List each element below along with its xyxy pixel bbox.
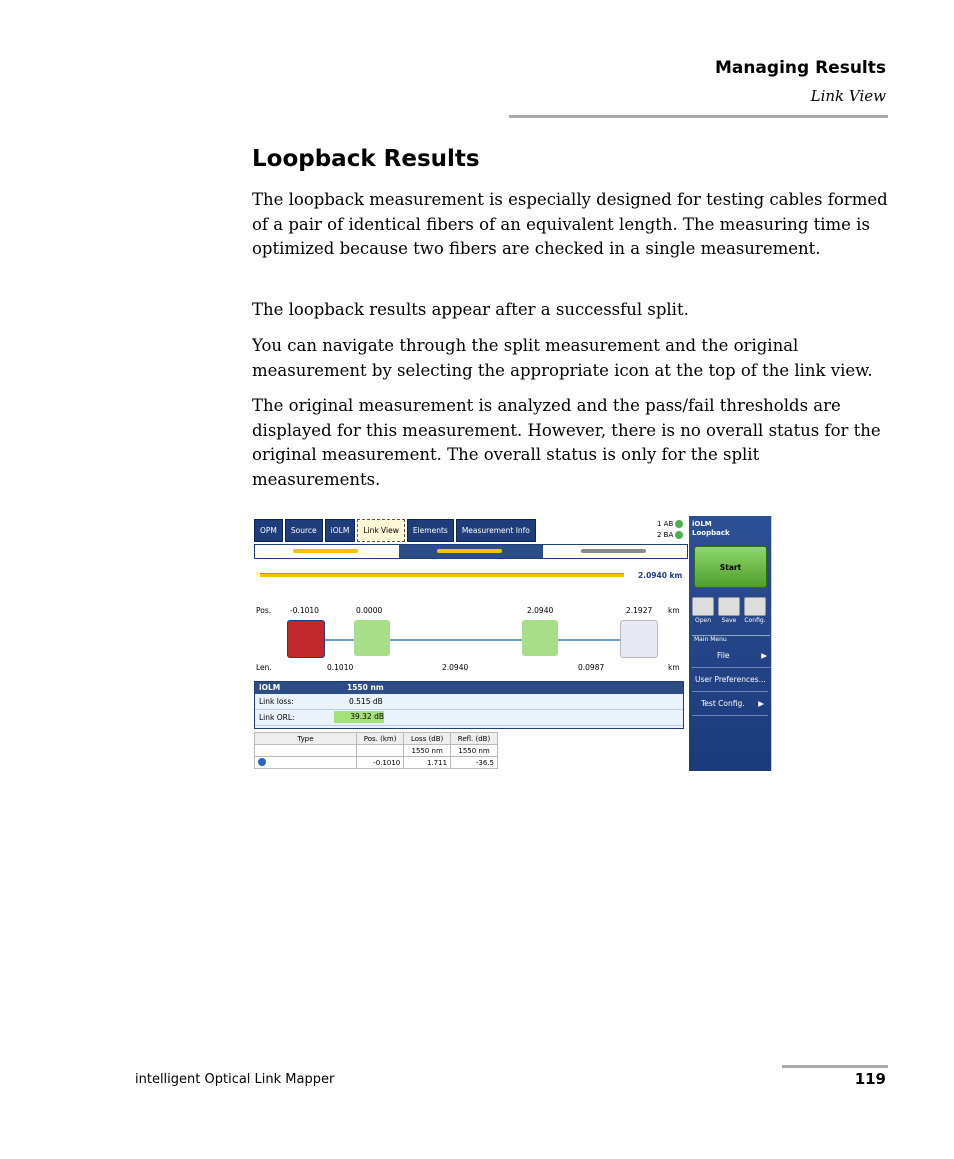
link-loss-value: 0.515 dB xyxy=(349,697,383,706)
link-orl-row xyxy=(255,710,683,726)
split-ba-button[interactable] xyxy=(543,545,687,558)
event-type-cell xyxy=(255,757,357,769)
len-unit: km xyxy=(668,663,680,672)
page-heading: Loopback Results xyxy=(252,146,480,172)
receive-element[interactable] xyxy=(620,620,658,658)
link-line xyxy=(292,639,656,641)
main-menu-title: Main Menu xyxy=(692,635,770,643)
footer-rule xyxy=(782,1065,888,1068)
start-button[interactable]: Start xyxy=(694,546,767,588)
header-rule xyxy=(509,115,888,118)
info-icon xyxy=(258,758,266,766)
results-name: iOLM xyxy=(259,683,281,692)
link-orl-label: Link ORL: xyxy=(259,713,295,722)
save-button[interactable]: Save xyxy=(718,597,740,625)
event-refl: -36.5 xyxy=(451,757,498,769)
pos-label: Pos. xyxy=(256,606,272,615)
menu-item-file[interactable]: File ▶ xyxy=(692,644,771,668)
paragraph-1: The loopback measurement is especially designed for testing cables formed of a pair of identical fibers of an equivalent length. The measuring time is optimized because two fibers are checked in a single measurement. xyxy=(252,190,888,258)
event-loss: 1.711 xyxy=(404,757,451,769)
config-button[interactable]: Config. xyxy=(744,597,766,625)
position-value: -0.1010 xyxy=(290,606,319,615)
col-refl-unit: 1550 nm xyxy=(451,745,498,757)
fiber-1-label: 1 AB xyxy=(657,520,674,528)
section-title: Link View xyxy=(810,87,886,105)
fiber-2-label: 2 BA xyxy=(657,531,674,539)
chevron-right-icon: ▶ xyxy=(758,699,764,708)
chapter-title: Managing Results xyxy=(714,58,886,78)
table-row[interactable] xyxy=(255,757,498,769)
length-value: 2.0940 xyxy=(442,663,469,672)
paragraph-2: The loopback results appear after a successful split. xyxy=(252,300,689,319)
link-loss-row xyxy=(255,694,683,710)
sidebar xyxy=(689,516,771,771)
tab-opm[interactable]: OPM xyxy=(254,519,283,542)
pass-icon xyxy=(675,520,683,528)
menu-item-user-preferences[interactable]: User Preferences... xyxy=(692,668,768,692)
footer-title: intelligent Optical Link Mapper xyxy=(135,1072,335,1087)
results-table xyxy=(254,681,684,729)
position-value: 2.0940 xyxy=(527,606,554,615)
col-pos: Pos. (km) xyxy=(357,733,404,745)
axis-length: 2.0940 km xyxy=(638,571,683,580)
app-mode: Loopback xyxy=(692,529,730,537)
tab-bar xyxy=(254,519,536,540)
pass-icon xyxy=(675,531,683,539)
pos-unit: km xyxy=(668,606,680,615)
length-value: 0.1010 xyxy=(327,663,354,672)
split-ab-button[interactable] xyxy=(399,545,543,558)
position-value: 2.1927 xyxy=(626,606,653,615)
col-refl: Refl. (dB) xyxy=(451,733,498,745)
len-label: Len. xyxy=(256,663,272,672)
connector-element-a[interactable] xyxy=(354,620,390,656)
results-wavelength: 1550 nm xyxy=(347,683,384,692)
page-number: 119 xyxy=(854,1070,886,1088)
position-value: 0.0000 xyxy=(356,606,383,615)
folder-icon xyxy=(692,597,714,616)
tab-elements[interactable]: Elements xyxy=(407,519,454,542)
fiber-status xyxy=(657,519,683,541)
link-loss-label: Link loss: xyxy=(259,697,294,706)
tab-source[interactable]: Source xyxy=(285,519,323,542)
length-value: 0.0987 xyxy=(578,663,605,672)
link-axis xyxy=(260,573,624,577)
paragraph-4: The original measurement is analyzed and the pass/fail thresholds are displayed for this measurement. However, there is no overall status for the original measurement. The overall status is only for the split measurements. xyxy=(252,396,881,489)
tab-link-view[interactable]: Link View xyxy=(357,519,405,542)
chevron-right-icon: ▶ xyxy=(761,651,767,660)
wrench-icon xyxy=(744,597,766,616)
paragraph-3: You can navigate through the split measurement and the original measurement by selecting the appropriate icon at the top of the link view. xyxy=(252,336,873,380)
col-loss: Loss (dB) xyxy=(404,733,451,745)
link-view-screenshot xyxy=(252,516,772,771)
event-table xyxy=(254,732,498,769)
col-type: Type xyxy=(255,733,357,745)
launch-element-fail[interactable] xyxy=(287,620,325,658)
tab-iolm[interactable]: iOLM xyxy=(325,519,356,542)
link-orl-value: 39.32 dB xyxy=(334,711,384,723)
original-measurement-button[interactable] xyxy=(255,545,399,558)
measurement-selector xyxy=(254,544,688,559)
connector-element-b[interactable] xyxy=(522,620,558,656)
tab-measurement-info[interactable]: Measurement Info xyxy=(456,519,536,542)
app-title: iOLM xyxy=(692,520,712,528)
menu-item-test-config[interactable]: Test Config. ▶ xyxy=(692,692,768,716)
open-button[interactable]: Open xyxy=(692,597,714,625)
event-pos: -0.1010 xyxy=(357,757,404,769)
save-icon xyxy=(718,597,740,616)
col-loss-unit: 1550 nm xyxy=(404,745,451,757)
